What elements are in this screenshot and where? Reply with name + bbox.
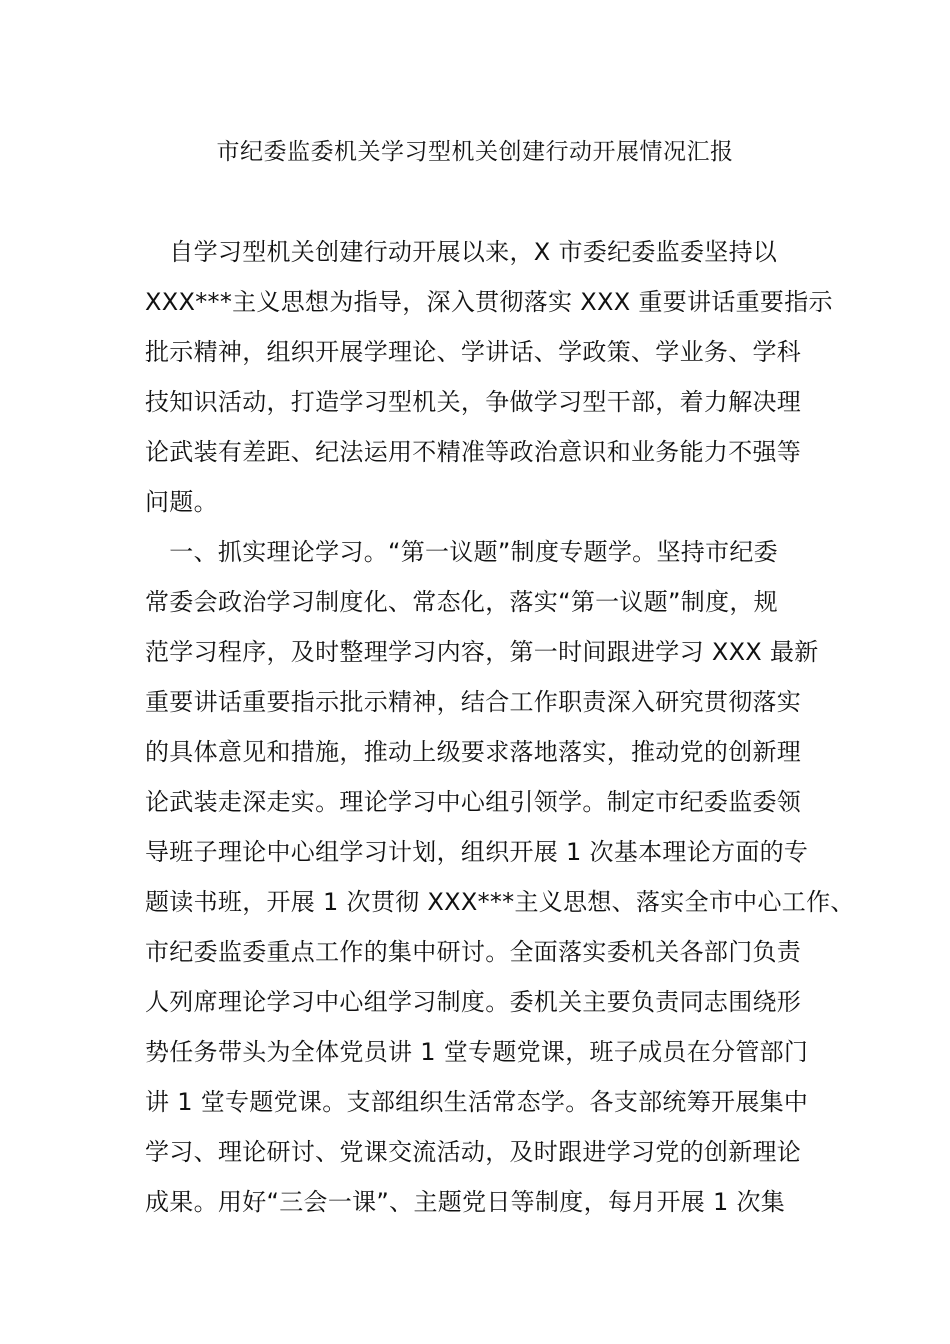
body-line: 技知识活动，打造学习型机关，争做学习型干部，着力解决理 bbox=[145, 388, 802, 416]
body-line: 常委会政治学习制度化、常态化，落实“第一议题”制度，规 bbox=[145, 588, 778, 616]
body-line: 一、抓实理论学习。“第一议题”制度专题学。坚持市纪委 bbox=[145, 538, 778, 566]
body-line: 人列席理论学习中心组学习制度。委机关主要负责同志围绕形 bbox=[145, 988, 802, 1016]
body-line: 批示精神，组织开展学理论、学讲话、学政策、学业务、学科 bbox=[145, 338, 802, 366]
body-line: 自学习型机关创建行动开展以来，X 市委纪委监委坚持以 bbox=[145, 238, 778, 266]
body-line: 势任务带头为全体党员讲 1 堂专题党课，班子成员在分管部门 bbox=[145, 1038, 809, 1066]
body-line: 论武装走深走实。理论学习中心组引领学。制定市纪委监委领 bbox=[145, 788, 802, 816]
body-line: 问题。 bbox=[145, 488, 218, 516]
body-line: 范学习程序，及时整理学习内容，第一时间跟进学习 XXX 最新 bbox=[145, 638, 819, 666]
body-line: 论武装有差距、纪法运用不精准等政治意识和业务能力不强等 bbox=[145, 438, 802, 466]
body-line: 重要讲话重要指示批示精神，结合工作职责深入研究贯彻落实 bbox=[145, 688, 802, 716]
body-line: 讲 1 堂专题党课。支部组织生活常态学。各支部统筹开展集中 bbox=[145, 1088, 809, 1116]
document-title: 市纪委监委机关学习型机关创建行动开展情况汇报 bbox=[216, 139, 734, 165]
body-line: 的具体意见和措施，推动上级要求落地落实，推动党的创新理 bbox=[145, 738, 802, 766]
body-line: XXX***主义思想为指导，深入贯彻落实 XXX 重要讲话重要指示 bbox=[145, 288, 833, 316]
body-line: 题读书班，开展 1 次贯彻 XXX***主义思想、落实全市中心工作、 bbox=[145, 888, 855, 916]
body-line: 市纪委监委重点工作的集中研讨。全面落实委机关各部门负责 bbox=[145, 938, 802, 966]
body-line: 成果。用好“三会一课”、主题党日等制度，每月开展 1 次集 bbox=[145, 1188, 786, 1216]
body-line: 导班子理论中心组学习计划，组织开展 1 次基本理论方面的专 bbox=[145, 838, 809, 866]
body-line: 学习、理论研讨、党课交流活动，及时跟进学习党的创新理论 bbox=[145, 1138, 802, 1166]
